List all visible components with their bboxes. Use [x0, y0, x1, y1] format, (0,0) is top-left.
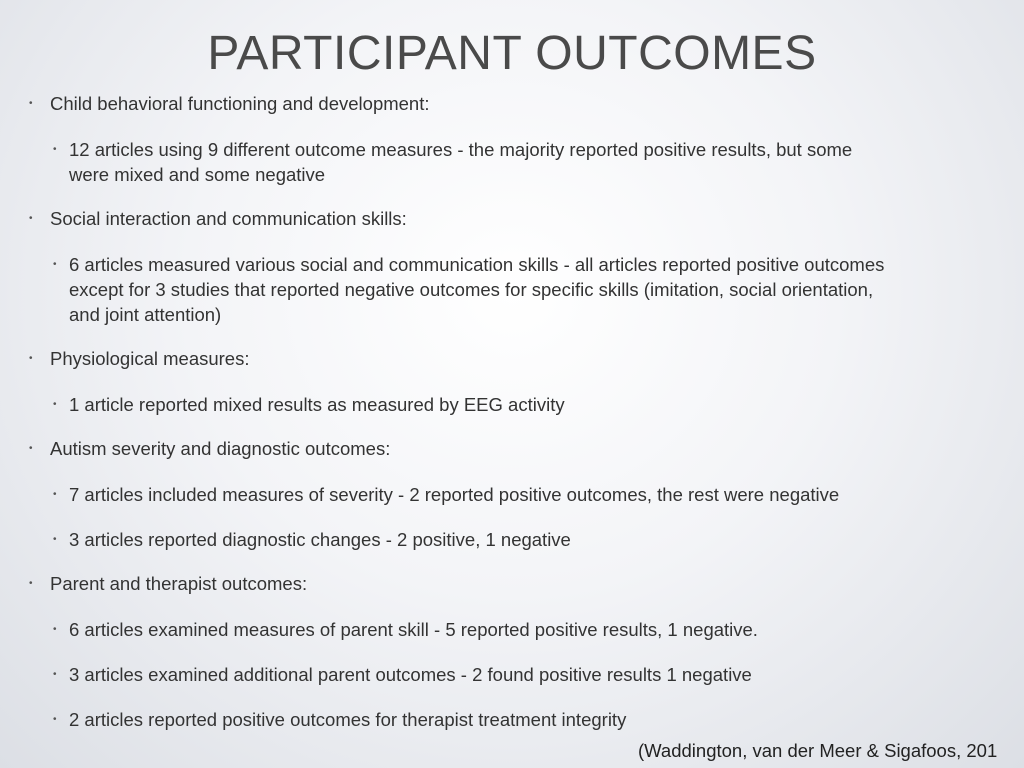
list-item-continuation	[69, 277, 873, 302]
section-heading-child-behavioral	[29, 91, 430, 116]
list-item	[53, 662, 752, 687]
slide-title: PARTICIPANT OUTCOMES	[207, 27, 817, 80]
section-heading-parent-therapist	[29, 571, 308, 596]
list-item-line: 1 article reported mixed results as measured by EEG activity	[69, 394, 565, 415]
list-item	[53, 392, 565, 417]
list-item-line: 2 articles reported positive outcomes for therapist treatment integrity	[69, 709, 627, 730]
list-item-line: 3 articles reported diagnostic changes - 2 positive, 1 negative	[69, 529, 571, 550]
section-heading-text: Autism severity and diagnostic outcomes:	[50, 438, 391, 459]
list-item	[53, 617, 758, 642]
list-item-continuation	[69, 162, 325, 187]
section-heading-text: Social interaction and communication skills:	[50, 208, 407, 229]
list-item	[53, 252, 885, 277]
list-item-line: were mixed and some negative	[69, 164, 326, 185]
list-item	[53, 482, 840, 507]
list-item-line: 6 articles measured various social and communication skills - all articles reported positive outcomes	[69, 254, 885, 275]
section-heading-text: Parent and therapist outcomes:	[50, 573, 308, 594]
section-heading-social-interaction	[29, 206, 407, 231]
bullet-icon: •	[53, 259, 57, 270]
list-item-line: and joint attention)	[69, 304, 222, 325]
citation: (Waddington, van der Meer & Sigafoos, 201	[638, 740, 998, 761]
bullet-icon: •	[29, 578, 33, 589]
bullet-icon: •	[53, 534, 57, 545]
section-heading-physiological	[29, 346, 250, 371]
section-heading-autism-severity	[29, 436, 391, 461]
section-heading-text: Physiological measures:	[50, 348, 250, 369]
list-item	[53, 527, 571, 552]
list-item-continuation	[69, 302, 221, 327]
bullet-icon: •	[53, 669, 57, 680]
bullet-icon: •	[29, 213, 33, 224]
list-item-line: 3 articles examined additional parent outcomes - 2 found positive results 1 negative	[69, 664, 752, 685]
list-item-line: 6 articles examined measures of parent skill - 5 reported positive results, 1 negative.	[69, 619, 758, 640]
list-item	[53, 707, 627, 732]
bullet-icon: •	[53, 144, 57, 155]
bullet-icon: •	[53, 489, 57, 500]
bullet-icon: •	[29, 443, 33, 454]
bullet-icon: •	[29, 353, 33, 364]
list-item-line: except for 3 studies that reported negative outcomes for specific skills (imitation, social orientation,	[69, 279, 874, 300]
bullet-icon: •	[29, 98, 33, 109]
list-item	[53, 137, 853, 162]
list-item-line: 7 articles included measures of severity - 2 reported positive outcomes, the rest were negative	[69, 484, 840, 505]
bullet-icon: •	[53, 714, 57, 725]
bullet-icon: •	[53, 399, 57, 410]
bullet-icon: •	[53, 624, 57, 635]
section-heading-text: Child behavioral functioning and development:	[50, 93, 430, 114]
list-item-line: 12 articles using 9 different outcome measures - the majority reported positive results, but some	[69, 139, 853, 160]
